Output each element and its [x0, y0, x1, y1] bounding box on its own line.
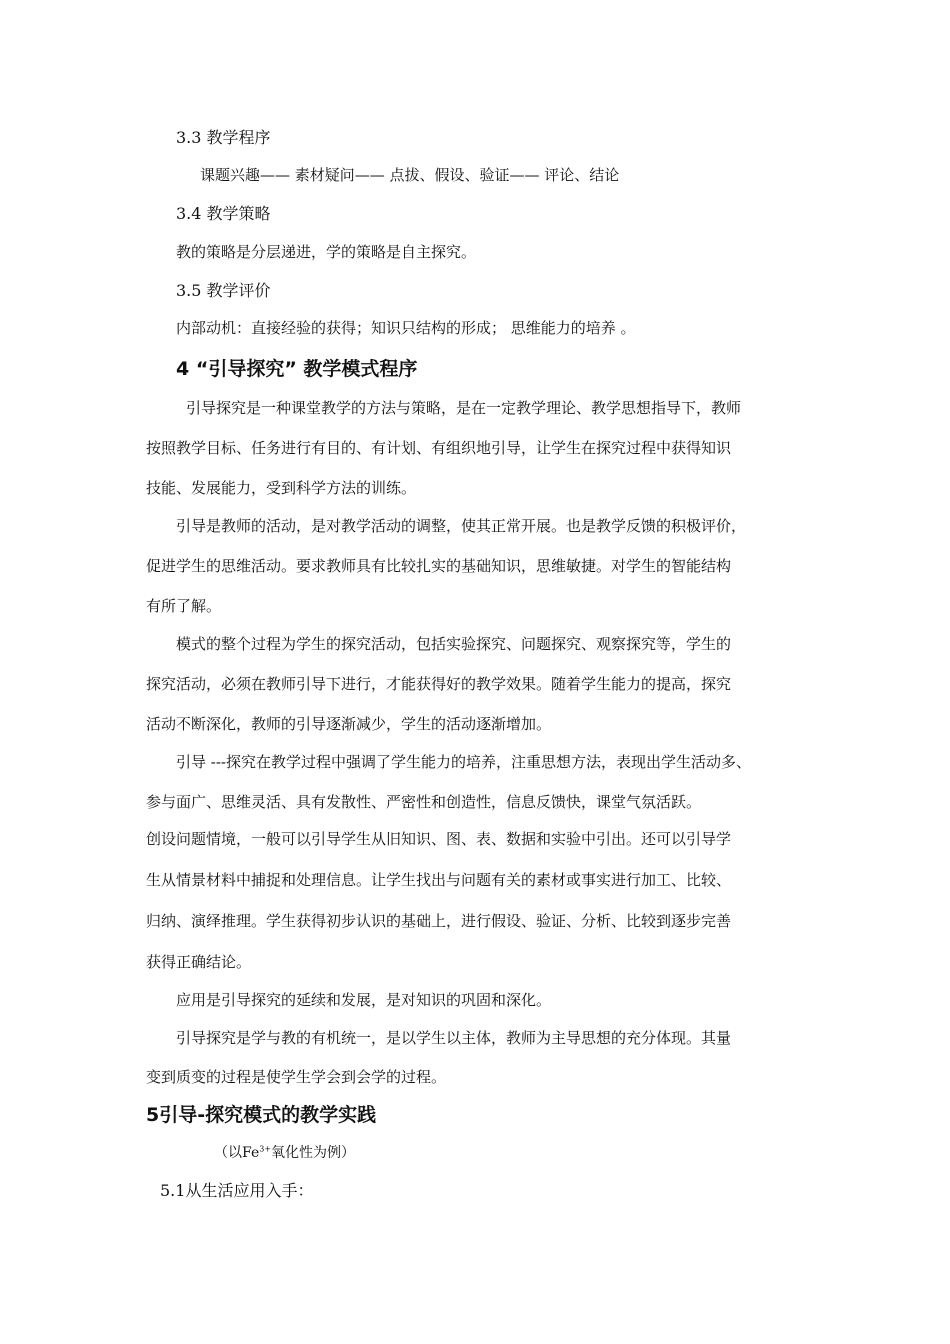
- paragraph-line: 模式的整个过程为学生的探究活动，包括实验探究、问题探究、观察探究等，学生的: [176, 635, 732, 653]
- paragraph-line: 创设问题情境，一般可以引导学生从旧知识、图、表、数据和实验中引出。还可以引导学: [146, 830, 732, 848]
- paragraph-line: 引导是教师的活动，是对教学活动的调整，使其正常开展。也是教学反馈的积极评价，: [176, 517, 747, 535]
- paragraph-line: 变到质变的过程是使学生学会到会学的过程。: [146, 1068, 447, 1086]
- paragraph-line: 探究活动，必须在教师引导下进行，才能获得好的教学效果。随着学生能力的提高，探究: [146, 675, 732, 693]
- example-note: [214, 1143, 355, 1163]
- paragraph-line: 促进学生的思维活动。要求教师具有比较扎实的基础知识，思维敏捷。对学生的智能结构: [146, 557, 732, 575]
- paragraph-line: 应用是引导探究的延续和发展，是对知识的巩固和深化。: [176, 991, 552, 1009]
- section-5-heading: 5引导-探究模式的教学实践: [146, 1104, 377, 1126]
- paragraph-line: 获得正确结论。: [146, 953, 252, 971]
- paragraph-line: 引导探究是一种课堂教学的方法与策略，是在一定教学理论、教学思想指导下，教师: [186, 399, 742, 417]
- paragraph-line: 参与面广、思维灵活、具有发散性、严密性和创造性，信息反馈快，课堂气氛活跃。: [146, 793, 702, 811]
- example-note-post: 氧化性为例）: [271, 1145, 356, 1161]
- teaching-evaluation-text: 内部动机：直接经验的获得；知识只结构的形成； 思维能力的培养 。: [176, 319, 636, 337]
- example-note-pre: （以Fe: [214, 1145, 260, 1161]
- paragraph-line: 引导 ---探究在教学过程中强调了学生能力的培养，注重思想方法，表现出学生活动多、: [176, 753, 751, 771]
- paragraph-line: 按照教学目标、任务进行有目的、有计划、有组织地引导，让学生在探究过程中获得知识: [146, 439, 732, 457]
- section-3-5-heading: 3.5 教学评价: [176, 281, 271, 300]
- teaching-procedure-text: 课题兴趣—— 素材疑问—— 点拔、假设、验证—— 评论、结论: [200, 166, 620, 184]
- paragraph-line: 生从情景材料中捕捉和处理信息。让学生找出与问题有关的素材或事实进行加工、比较、: [146, 871, 732, 889]
- paragraph-line: 引导探究是学与教的有机统一，是以学生以主体，教师为主导思想的充分体现。其量: [176, 1029, 732, 1047]
- paragraph-line: 活动不断深化，教师的引导逐渐减少，学生的活动逐渐增加。: [146, 715, 552, 733]
- section-3-4-heading: 3.4 教学策略: [176, 204, 271, 223]
- teaching-strategy-text: 教的策略是分层递进，学的策略是自主探究。: [176, 243, 477, 261]
- paragraph-line: 有所了解。: [146, 597, 222, 615]
- section-5-1-heading: 5.1从生活应用入手：: [160, 1181, 314, 1200]
- paragraph-line: 归纳、演绎推理。学生获得初步认识的基础上，进行假设、验证、分析、比较到逐步完善: [146, 912, 732, 930]
- section-3-3-heading: 3.3 教学程序: [176, 128, 271, 147]
- section-4-heading: 4 “引导探究” 教学模式程序: [176, 358, 418, 380]
- paragraph-line: 技能、发展能力，受到科学方法的训练。: [146, 479, 417, 497]
- charge-superscript: 3+: [259, 1144, 272, 1154]
